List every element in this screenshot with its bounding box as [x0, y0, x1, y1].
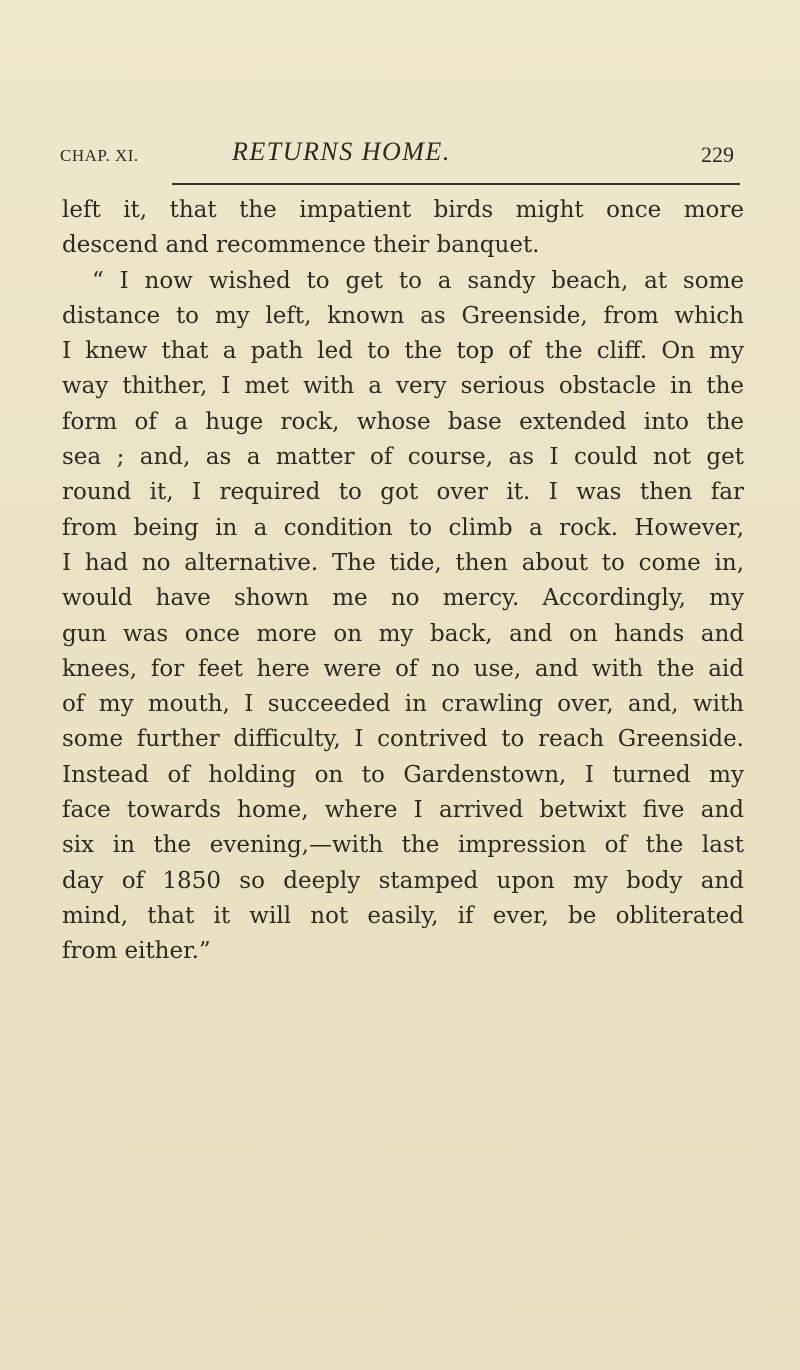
text-line: left it, that the impatient birds might once more: [62, 197, 744, 223]
chapter-label: CHAP. XI.: [60, 146, 139, 165]
text-line: way thither, I met with a very serious obstacle in the: [62, 373, 744, 400]
text-line: form of a huge rock, whose base extended into the: [62, 408, 744, 435]
text-line: descend and recommence their banquet.: [62, 232, 540, 259]
running-title: RETURNS HOME.: [232, 137, 451, 166]
text-line: six in the evening,—with the impression of the last: [62, 832, 744, 859]
running-header: [60, 137, 740, 174]
text-line: distance to my left, known as Greenside, from which: [62, 302, 744, 329]
text-line: I knew that a path led to the top of the cliff. On my: [62, 338, 744, 365]
text-line: from either.”: [62, 938, 211, 965]
body-text: [62, 193, 744, 970]
text-line: “ I now wished to get to a sandy beach, at some: [92, 267, 744, 294]
text-line: day of 1850 so deeply stamped upon my body and: [62, 867, 744, 894]
text-line: Instead of holding on to Gardenstown, I turned my: [62, 761, 744, 788]
header-rule: [172, 183, 740, 185]
text-line: from being in a condition to climb a rock. However,: [62, 514, 744, 541]
text-line: of my mouth, I succeeded in crawling over, and, with: [62, 691, 744, 718]
text-line: some further difficulty, I contrived to reach Greenside.: [62, 726, 744, 753]
text-line: knees, for feet here were of no use, and with the aid: [62, 655, 744, 682]
text-line: round it, I required to got over it. I was then far: [62, 479, 744, 506]
text-line: would have shown me no mercy. Accordingly, my: [62, 585, 744, 612]
page-number: 229: [701, 142, 734, 167]
text-line: mind, that it will not easily, if ever, be obliterated: [62, 902, 744, 929]
text-line: face towards home, where I arrived betwixt five and: [62, 797, 744, 824]
text-line: sea ; and, as a matter of course, as I could not get: [62, 444, 744, 471]
text-line: gun was once more on my back, and on hands and: [62, 620, 744, 647]
text-line: I had no alternative. The tide, then about to come in,: [62, 549, 744, 576]
